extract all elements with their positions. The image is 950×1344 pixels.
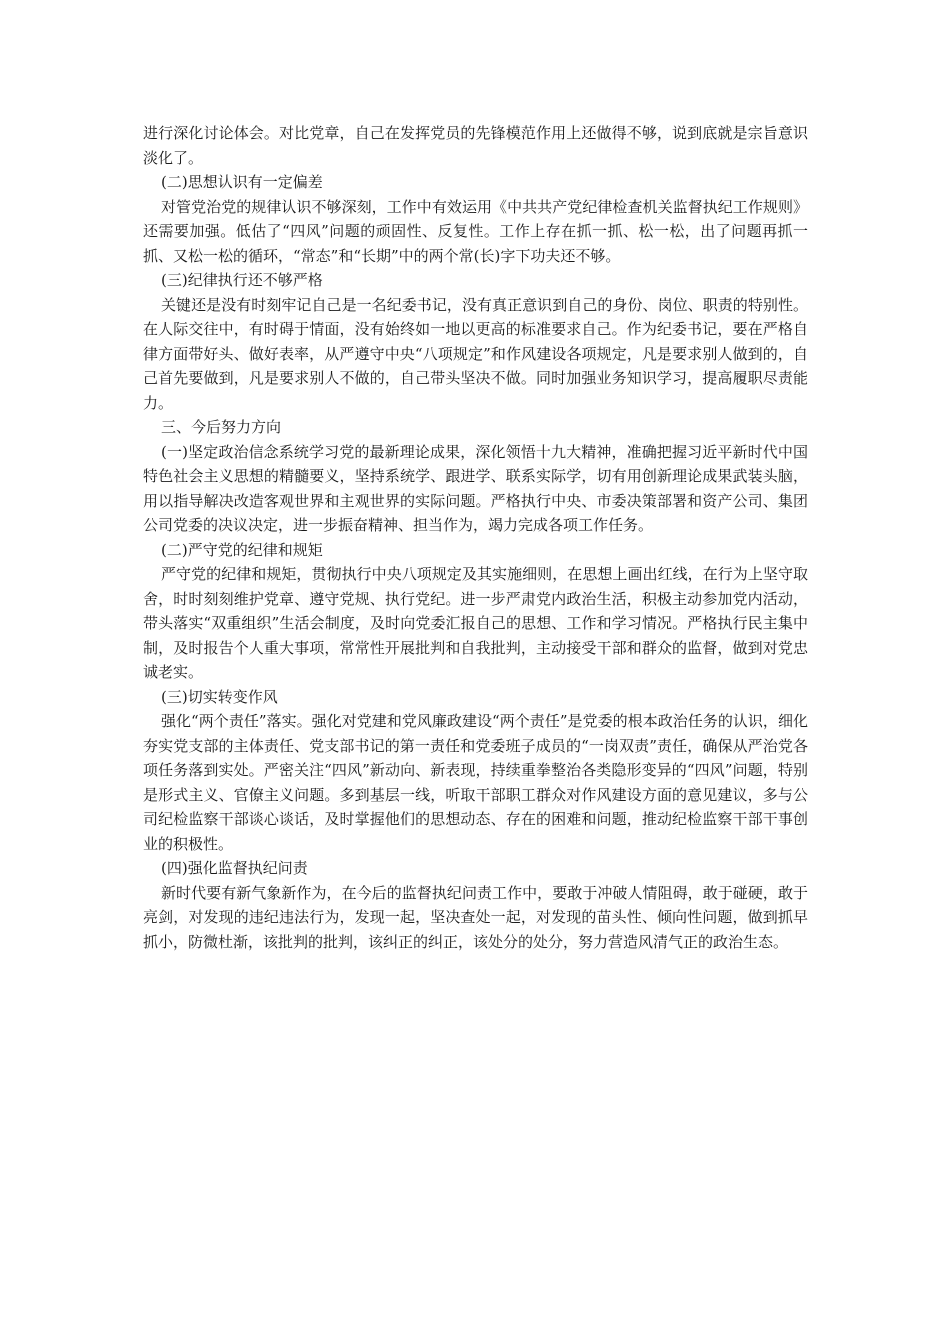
paragraph-political-belief: (一)坚定政治信念系统学习党的最新理论成果，深化领悟十九大精神，准确把握习近平新时代中国特色社会主义思想的精髓要义，坚持系统学、跟进学、联系实际学，切有用创新理论成果武装头脑，用以指导解决改造客观世界和主观世界的实际问题。严格执行中央、市委决策部署和资产公司、集团公司党委的决议决定，进一步振奋精神、担当作为，竭力完成各项工作任务。 <box>143 442 808 534</box>
section-heading-supervision: (四)强化监督执纪问责 <box>161 859 308 877</box>
section-heading-thought-awareness: (二)思想认识有一定偏差 <box>161 173 323 191</box>
paragraph-work-style: 强化“两个责任”落实。强化对党建和党风廉政建设“两个责任”是党委的根本政治任务的认识，细化夯实党支部的主体责任、党支部书记的第一责任和党委班子成员的“一岗双责”责任，确保从严治党各项任务落到实处。严密关注“四风”新动向、新表现，持续重拳整治各类隐形变异的“四风”问题，特别是形式主义、官僚主义问题。多到基层一线，听取干部职工群众对作风建设方面的意见建议，多与公司纪检监察干部谈心谈话，及时掌握他们的思想动态、存在的困难和问题，推动纪检监察干部干事创业的积极性。 <box>143 712 808 853</box>
paragraph-supervision: 新时代要有新气象新作为，在今后的监督执纪问责工作中，要敢于冲破人情阻碍，敢于碰硬，敢于亮剑，对发现的违纪违法行为，发现一起，坚决查处一起，对发现的苗头性、倾向性问题，做到抓早抓小，防微杜渐，该批判的批判，该纠正的纠正，该处分的处分，努力营造风清气正的政治生态。 <box>143 883 808 951</box>
section-heading-future-direction: 三、今后努力方向 <box>161 418 282 436</box>
paragraph-discipline-execution: 关键还是没有时刻牢记自己是一名纪委书记，没有真正意识到自己的身份、岗位、职责的特别性。在人际交往中，有时碍于情面，没有始终如一地以更高的标准要求自己。作为纪委书记，要在严格自律方面带好头、做好表率，从严遵守中央“八项规定”和作风建设各项规定，凡是要求别人做到的，自己首先要做到，凡是要求别人不做的，自己带头坚决不做。同时加强业务知识学习，提高履职尽责能力。 <box>143 295 808 412</box>
paragraph-thought-awareness: 对管党治党的规律认识不够深刻，工作中有效运用《中共共产党纪律检查机关监督执纪工作规则》还需要加强。低估了“四风”问题的顽固性、反复性。工作上存在抓一抓、松一松，出了问题再抓一抓、又松一松的循环，“常态”和“长期”中的两个常(长)字下功夫还不够。 <box>143 197 808 265</box>
paragraph-party-discipline: 严守党的纪律和规矩，贯彻执行中央八项规定及其实施细则，在思想上画出红线，在行为上坚守取舍，时时刻刻维护党章、遵守党规、执行党纪。进一步严肃党内政治生活，积极主动参加党内活动，带头落实“双重组织”生活会制度，及时向党委汇报自己的思想、工作和学习情况。严格执行民主集中制，及时报告个人重大事项，常常性开展批判和自我批判，主动接受干部和群众的监督，做到对党忠诚老实。 <box>143 565 808 681</box>
section-heading-work-style: (三)切实转变作风 <box>161 687 278 706</box>
section-heading-discipline-execution: (三)纪律执行还不够严格 <box>161 271 323 289</box>
section-heading-party-discipline: (二)严守党的纪律和规矩 <box>161 540 323 559</box>
document-body <box>143 121 808 954</box>
paragraph-continuation: 进行深化讨论体会。对比党章，自己在发挥党员的先锋模范作用上还做得不够，说到底就是宗旨意识淡化了。 <box>143 124 808 167</box>
